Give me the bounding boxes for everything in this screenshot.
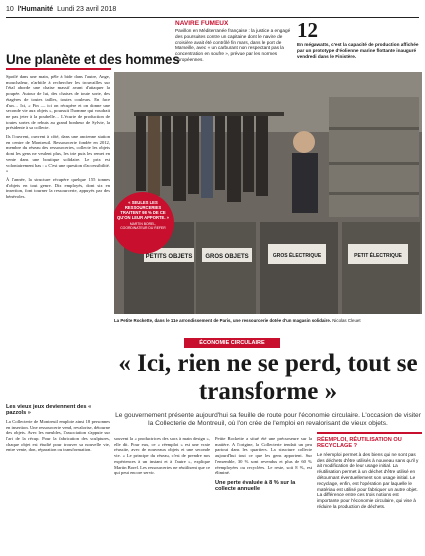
lead-paragraph: Spotlé dans une main, pêle à bide dans l'autre, Ange, mouchaleur, n'arbitle à rechercher les trouvailles sur l'étal aborde une chaise massif avant d'attaquer la poupée. Autour de lui, des chaises de toute sorte, des étagères de toutes tailles, toutes couleurs. En face d'un… Ici, « Fin — ici on récupère et on donne une seconde vie aux objets », poursuit l'homme qui voudrait ne pas jeter à la poubelle… L'écurie de production de toutes sortes de rebuts au grand bonheur de Sylvie, la présidente à sa collecte.: [6, 74, 110, 131]
page-number: 10: [6, 6, 14, 13]
caption-text: La Petite Rockette, dans le 11e arrondissement de Paris, une ressourcerie dotée d'un magasin solidaire.: [114, 318, 331, 323]
definition-sidebar: [317, 432, 422, 552]
quote-sticker: [114, 192, 174, 254]
headline: « Ici, rien ne se perd, tout se transforme »: [118, 350, 418, 405]
header-rule: [6, 17, 419, 18]
sticker-quote: « SEULES LES RESSOURCERIES TRAITENT 98 % DE CE QU'ON LEUR APPORTE. »: [116, 200, 170, 220]
article-column-2: [114, 436, 210, 550]
section-rule: [6, 68, 111, 70]
sign-large-items: GROS OBJETS: [205, 254, 249, 260]
lead-article: [6, 74, 110, 394]
section-title: Une planète et des hommes: [6, 52, 180, 67]
lead-paragraph: Ils l'ouvrent, ouvrent à côté, dans une ancienne station en centre de Montreuil. Ressourcerie fondée en 2012, membre du réseau des ressourceries, collecte les objets dont les gens ne veulent plus, les trie puis les remet en vente dans une boutique solidaire. Le prix est volontairement bas : « C'est une question d'accessibilité. »: [6, 134, 110, 174]
standfirst: Le gouvernement présente aujourd'hui sa feuille de route pour l'économie circulaire. L'occasion de visiter la Collecterie de Montreuil, où l'on crée de l'emploi en revalorisant de vieux objets.: [115, 412, 421, 428]
photo-caption: [114, 318, 422, 323]
sidebar-title: RÉEMPLOI, RÉUTILISATION OU RECYCLAGE ?: [317, 437, 402, 450]
column-text: La Collecterie de Montreuil emploie ainsi 18 personnes en insertion. Une ressourcerie vend, revalorise, détourne des objets. Avec les meubles, l'association s'appuie sur l'art de la récup. Pour la fabrication des sculptures, chaque objet est étudié pour trouver sa nouvelle vie, entre vente, don, réparation ou transformation.: [6, 418, 110, 453]
brief-text: Pavillon en Méditerranée française : la justice a engagé des poursuites contre un capitaine dont le navire de croisière avait été contrôlé fin mars, dans le port de Marseille, avec « un carburant non respectant pas la concentration en soufre », prévue par les normes européennes.: [175, 28, 291, 62]
key-fact-number: 12: [297, 18, 318, 42]
brief-kicker: NAVIRE FUMEUX: [175, 20, 229, 27]
page-header: [6, 6, 419, 16]
lead-paragraph: À l'année, la structure récupère quelque 155 tonnes d'objets en tout genre. Dix employés, dont six en insertion, font tourner la ressourcerie, appuyés par des bénévoles.: [6, 176, 110, 200]
news-brief: [175, 20, 293, 63]
sign-large-electrical: GROS ÉLECTRIQUE: [272, 253, 322, 259]
column-text: Petite Rockette a situé été une précurseure sur la matière. A l'origine, la Collecterie tendait un peu partout dans les quartiers. La structure collecte aujourd'hui tout ce que les gens apportent. Sur l'ensemble, 30 % sont revendus et plus de 60 % réemployées ou recyclées. Le reste, soit 8 %, est éliminé.: [215, 436, 312, 476]
issue-date: Lundi 23 avril 2018: [57, 6, 117, 13]
key-fact: [297, 20, 421, 59]
sign-small-electrical: PETIT ÉLECTRIQUE: [354, 253, 402, 259]
article-column-1: [6, 400, 110, 550]
sign-small-items: PETITS OBJETS: [145, 254, 193, 260]
article-photo: [114, 72, 422, 314]
key-fact-text: En mégawatts, c'est la capacité de production affichée par un prototype d'éolienne marine flottante inauguré vendredi dans le Finistère.: [297, 42, 419, 59]
subheading: Une perte évaluée à 8 % sur la collecte annuelle: [215, 479, 296, 493]
column-text: souvent la « productrices des sacs à main design », elle dit. Pour eux, ce « réemploi » est une vraie réussite, avec de nouveaux objets et une seconde vie. « Le principe du réseau, c'est de prendre nos expériences à un instant et à l'autre », explique Martin Borel. Les ressourceries ne réutilisent que ce qui peut encore servir.: [114, 436, 210, 476]
sidebar-text: Le réemploi permet à des biens qui ne sont pas des déchets d'être utilisés à nouveau sans qu'il y ait modification de leur usage initial. La réutilisation permet à un déchet d'être utilisé en détournant éventuellement son usage initial. Le recyclage, enfin, est l'opération par laquelle le matériau est utilisé pour fabriquer un autre objet. La différence entre ces trois notions est importante pour l'économie circulaire, qui vise à réduire la production de déchets.: [317, 451, 419, 509]
photo-illustration: [114, 72, 422, 314]
topic-tag: ÉCONOMIE CIRCULAIRE: [184, 338, 280, 348]
caption-credit: Nicolas Cleuet: [332, 318, 361, 323]
sticker-attribution: MARTIN BOREL, COORDINATEUR DU REFER: [120, 222, 166, 230]
subheading: Les vieux jeux deviennent des « pazzols »: [6, 404, 92, 417]
newspaper-name: l'Humanité: [17, 6, 54, 13]
article-column-3: [215, 436, 312, 550]
